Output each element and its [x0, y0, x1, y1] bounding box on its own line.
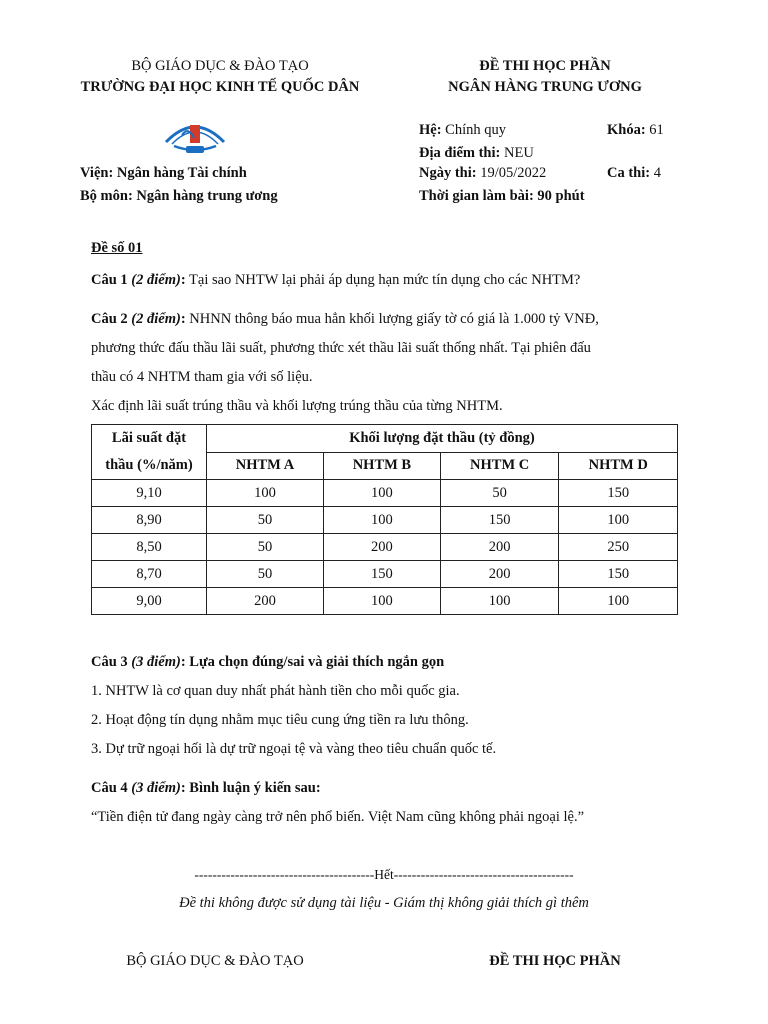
cohort-label: Khóa:: [607, 122, 646, 138]
rate-cell: 8,90: [92, 507, 207, 534]
location-label: Địa điểm thi:: [419, 145, 501, 161]
bid-table: [91, 424, 678, 615]
q3-points: (3 điểm): [131, 654, 181, 670]
rate-header-line-2: thầu (%/năm): [92, 452, 207, 480]
rate-cell: 9,10: [92, 480, 207, 507]
volume-cell: 100: [559, 588, 678, 615]
volume-cell: 200: [440, 534, 559, 561]
q1-colon: :: [180, 272, 186, 288]
rate-cell: 8,70: [92, 561, 207, 588]
volume-cell: 150: [559, 480, 678, 507]
ministry-heading: BỘ GIÁO DỤC & ĐÀO TẠO: [131, 58, 309, 74]
volume-cell: 100: [207, 480, 324, 507]
volume-cell: 200: [440, 561, 559, 588]
location-field: [419, 145, 534, 162]
next-page-ministry: BỘ GIÁO DỤC & ĐÀO TẠO: [126, 953, 304, 969]
volume-cell: 100: [323, 480, 440, 507]
next-page-exam-title: ĐỀ THI HỌC PHẦN: [489, 953, 621, 969]
volume-cell: 250: [559, 534, 678, 561]
volume-cell: 100: [323, 588, 440, 615]
volume-cell: 50: [207, 534, 324, 561]
date-value: 19/05/2022: [480, 165, 547, 181]
volume-cell: 200: [207, 588, 324, 615]
q2-line-1: NHNN thông báo mua hẳn khối lượng giấy tờ có giá là 1.000 tỷ VNĐ,: [185, 311, 599, 327]
table-row: [92, 588, 678, 615]
date-label: Ngày thi:: [419, 165, 477, 181]
q4-quote: “Tiền điện tử đang ngày càng trở nên phổ biến. Việt Nam cũng không phải ngoại lệ.”: [91, 809, 585, 825]
q3-label: Câu 3: [91, 654, 128, 670]
table-row: [92, 507, 678, 534]
exam-note: Đề thi không được sử dụng tài liệu - Giám thị không giải thích gì thêm: [179, 895, 589, 911]
cohort-value: 61: [649, 122, 664, 138]
table-row: [92, 480, 678, 507]
volume-cell: 50: [440, 480, 559, 507]
exam-title: ĐỀ THI HỌC PHẦN: [479, 58, 611, 74]
university-emblem-icon: [160, 108, 230, 158]
q3-item-1: 1. NHTW là cơ quan duy nhất phát hành tiền cho mỗi quốc gia.: [91, 683, 460, 699]
q1-label: Câu 1: [91, 272, 128, 288]
q4-points: (3 điểm): [131, 780, 181, 796]
q2-points: (2 điểm): [131, 311, 181, 327]
q2-label: Câu 2: [91, 311, 128, 327]
q2-line-3: thầu có 4 NHTM tham gia với số liệu.: [91, 369, 313, 385]
rate-header-line-1: Lãi suất đặt: [92, 425, 207, 453]
program-value: Chính quy: [445, 122, 506, 138]
volume-cell: 100: [323, 507, 440, 534]
question-4: [91, 780, 321, 797]
bank-c-header: NHTM C: [440, 452, 559, 480]
volume-header: Khối lượng đặt thầu (tỷ đồng): [207, 425, 678, 453]
rate-cell: 8,50: [92, 534, 207, 561]
session-label: Ca thi:: [607, 165, 651, 181]
volume-cell: 150: [559, 561, 678, 588]
session-value: 4: [653, 165, 661, 181]
bank-a-header: NHTM A: [207, 452, 324, 480]
exam-code: Đề số 01: [91, 240, 143, 256]
q3-title: Lựa chọn đúng/sai và giải thích ngắn gọn: [185, 654, 445, 670]
volume-cell: 150: [323, 561, 440, 588]
q2-colon: :: [180, 311, 186, 327]
q4-label: Câu 4: [91, 780, 128, 796]
session-field: [607, 165, 661, 182]
table-row: [92, 561, 678, 588]
q3-item-2: 2. Hoạt động tín dụng nhằm mục tiêu cung ứng tiền ra lưu thông.: [91, 712, 469, 728]
department-label: Bộ môn: Ngân hàng trung ương: [80, 188, 278, 204]
program-field: [419, 122, 506, 139]
location-value: NEU: [503, 145, 534, 161]
q1-text: Tại sao NHTW lại phải áp dụng hạn mức tín dụng cho các NHTM?: [185, 272, 581, 288]
date-field: [419, 165, 546, 182]
rate-cell: 9,00: [92, 588, 207, 615]
duration-label: Thời gian làm bài: 90 phút: [419, 188, 585, 204]
institute-label: Viện: Ngân hàng Tài chính: [80, 165, 247, 181]
program-label: Hệ:: [419, 122, 442, 138]
bank-b-header: NHTM B: [323, 452, 440, 480]
q2-line-4: Xác định lãi suất trúng thầu và khối lượng trúng thầu của từng NHTM.: [91, 398, 503, 414]
question-2: [91, 311, 599, 328]
table-row: [92, 534, 678, 561]
volume-cell: 150: [440, 507, 559, 534]
q3-item-3: 3. Dự trữ ngoại hối là dự trữ ngoại tệ và vàng theo tiêu chuẩn quốc tế.: [91, 741, 497, 757]
bank-d-header: NHTM D: [559, 452, 678, 480]
table-header-row-1: [92, 425, 678, 453]
volume-cell: 100: [559, 507, 678, 534]
q4-colon: :: [180, 780, 186, 796]
question-1: [91, 272, 580, 289]
university-heading: TRƯỜNG ĐẠI HỌC KINH TẾ QUỐC DÂN: [80, 79, 360, 95]
q4-title: Bình luận ý kiến sau:: [185, 780, 321, 796]
volume-cell: 50: [207, 507, 324, 534]
volume-cell: 200: [323, 534, 440, 561]
question-3: [91, 654, 444, 671]
q2-line-2: phương thức đấu thầu lãi suất, phương thức xét thầu lãi suất thống nhất. Tại phiên đấu: [91, 340, 591, 356]
q1-points: (2 điểm): [131, 272, 181, 288]
end-of-exam-line: ----------------------------------------Hết----------------------------------------: [194, 867, 574, 882]
q3-colon: :: [180, 654, 186, 670]
cohort-field: [607, 122, 664, 139]
course-title: NGÂN HÀNG TRUNG ƯƠNG: [448, 79, 642, 95]
table-header-row-2: [92, 452, 678, 480]
volume-cell: 50: [207, 561, 324, 588]
volume-cell: 100: [440, 588, 559, 615]
